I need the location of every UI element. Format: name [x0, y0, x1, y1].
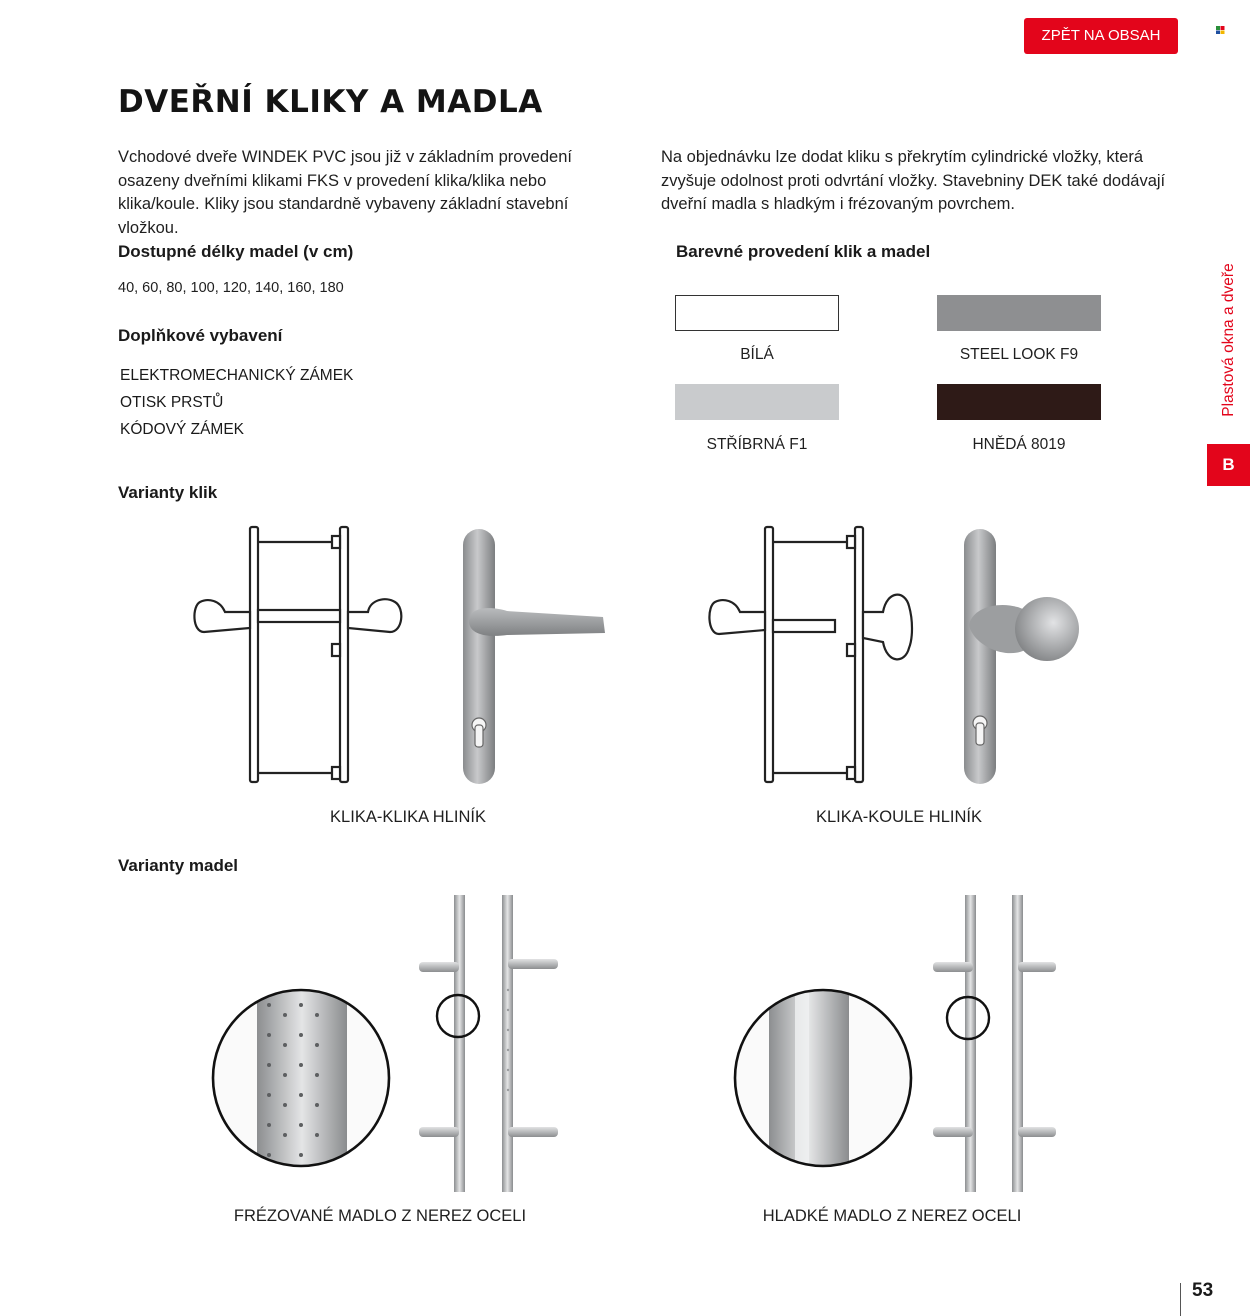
colors-heading: Barevné provedení klik a madel — [676, 242, 931, 261]
intro-left-paragraph: Vchodové dveře WINDEK PVC jsou již v základním provedení osazeny dveřními klikami FKS v provedení klika/klika nebo klika/koule. Kliky jsou standardně vybaveny základní stavební vložkou. — [118, 148, 572, 237]
color-label-white: BÍLÁ — [740, 346, 774, 363]
section-side-label-text: Plastová okna a dveře — [1220, 263, 1237, 417]
color-swatch-white — [675, 295, 839, 331]
bars-heading: Varianty madel — [118, 856, 239, 875]
lever-handle-photo-icon — [455, 525, 610, 790]
milled-bar-caption: FRÉZOVANÉ MADLO Z NEREZ OCELI — [233, 1207, 527, 1225]
intro-right-paragraph: Na objednávku lze dodat kliku s překrytím cylindrické vložky, která zvyšuje odolnost proti odvrtání vložky. Stavebniny DEK také dodávají dveřní madla s hladkým i frézovaným povrchem. — [661, 148, 1166, 213]
page-number: 53 — [1192, 1280, 1214, 1301]
smooth-bar-caption: HLADKÉ MADLO Z NEREZ OCELI — [762, 1207, 1022, 1225]
lever-knob-drawing-icon — [705, 520, 925, 790]
accessories-list — [120, 362, 353, 443]
lever-knob-caption: KLIKA-KOULE HLINÍK — [816, 808, 982, 826]
list-item: OTISK PRSTŮ — [120, 394, 224, 411]
lever-lever-drawing-icon — [190, 520, 415, 790]
handles-heading: Varianty klik — [118, 483, 218, 502]
list-item: KÓDOVÝ ZÁMEK — [120, 421, 245, 438]
color-label-steel-look: STEEL LOOK F9 — [959, 346, 1079, 363]
color-swatch-steel-look — [937, 295, 1101, 331]
lengths-values: 40, 60, 80, 100, 120, 140, 160, 180 — [118, 280, 344, 296]
color-swatch-brown — [937, 384, 1101, 420]
list-item: ELEKTROMECHANICKÝ ZÁMEK — [120, 367, 354, 384]
lever-lever-caption: KLIKA-KLIKA HLINÍK — [330, 808, 486, 826]
milled-bar-handle-photo-icon — [205, 890, 565, 1195]
smooth-bar-handle-photo-icon — [715, 890, 1075, 1195]
brand-logo-icon — [1216, 26, 1225, 34]
section-side-label[interactable] — [1218, 250, 1240, 430]
color-label-silver: STŘÍBRNÁ F1 — [706, 436, 808, 453]
color-label-brown: HNĚDÁ 8019 — [972, 436, 1066, 453]
page-title: DVEŘNÍ KLIKY A MADLA — [118, 84, 543, 120]
color-swatch-silver — [675, 384, 839, 420]
knob-handle-photo-icon — [955, 525, 1085, 790]
accessories-heading: Doplňkové vybavení — [118, 326, 283, 345]
back-to-contents-button[interactable]: ZPĚT NA OBSAH — [1024, 18, 1178, 54]
chapter-badge[interactable]: B — [1207, 444, 1250, 486]
lengths-heading: Dostupné délky madel (v cm) — [118, 242, 354, 261]
page-number-divider — [1180, 1283, 1181, 1316]
